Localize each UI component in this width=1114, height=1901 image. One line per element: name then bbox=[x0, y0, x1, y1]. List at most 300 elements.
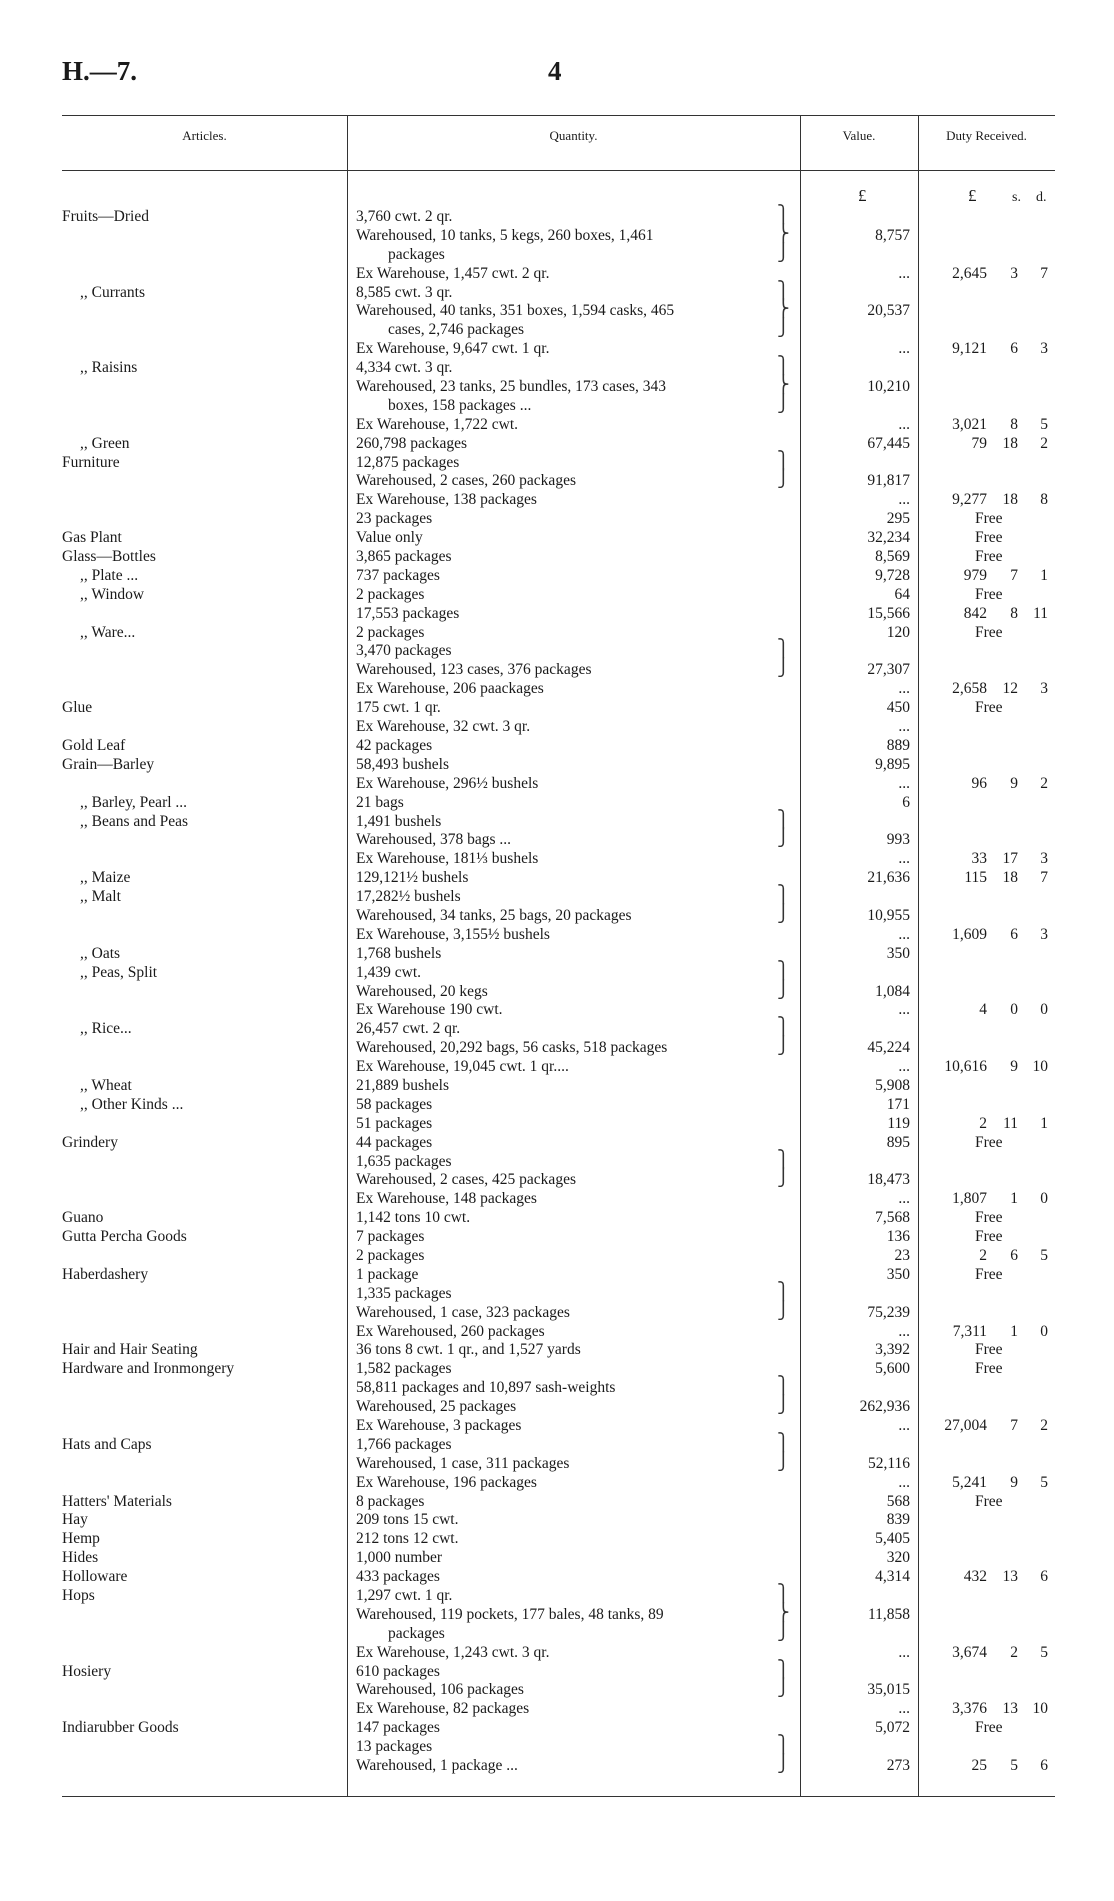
quantity-text: 58,493 bushels bbox=[356, 755, 449, 773]
brace-mark: ⎫ bbox=[777, 1584, 790, 1604]
table-row bbox=[0, 926, 1114, 945]
table-row bbox=[0, 223, 1114, 246]
duty-free: Free bbox=[975, 1719, 1003, 1737]
brace-mark: ⎭ bbox=[777, 1300, 790, 1320]
duty-shillings: 3 bbox=[1010, 264, 1018, 282]
value-amount: 6 bbox=[902, 793, 910, 811]
brace-mark: ⎭ bbox=[777, 828, 790, 848]
duty-pence: 3 bbox=[1040, 340, 1048, 358]
value-amount: ... bbox=[898, 1190, 910, 1208]
table-row bbox=[0, 885, 1114, 907]
value-amount: 75,239 bbox=[867, 1303, 910, 1321]
article-name: Hosiery bbox=[62, 1662, 112, 1680]
article-name: ,, Oats bbox=[80, 944, 121, 962]
article-name: ,, Other Kinds ... bbox=[80, 1095, 184, 1113]
table-row bbox=[0, 869, 1114, 888]
duty-pounds: 115 bbox=[964, 869, 987, 887]
value-amount: 10,955 bbox=[867, 906, 910, 924]
value-amount: 7,568 bbox=[875, 1209, 910, 1227]
value-amount: 20,537 bbox=[867, 302, 910, 320]
quantity-text: 4,334 cwt. 3 qr. bbox=[356, 359, 453, 377]
duty-pounds: 979 bbox=[963, 566, 987, 584]
table-row bbox=[0, 1700, 1114, 1719]
duty-pence: 0 bbox=[1040, 1001, 1048, 1019]
table-row bbox=[0, 1228, 1114, 1247]
duty-pounds: 1,609 bbox=[952, 925, 987, 943]
value-amount: 4,314 bbox=[875, 1568, 910, 1586]
table-row bbox=[0, 1451, 1114, 1474]
value-amount: 8,757 bbox=[875, 226, 910, 244]
duty-free: Free bbox=[975, 1492, 1003, 1510]
table-row bbox=[0, 1530, 1114, 1549]
quantity-text: 1,142 tons 10 cwt. bbox=[356, 1209, 471, 1227]
brace-mark: ⎬ bbox=[777, 375, 790, 395]
value-amount: 9,728 bbox=[875, 566, 910, 584]
quantity-text: 1,768 bushels bbox=[356, 944, 442, 962]
table-row bbox=[0, 416, 1114, 435]
duty-shillings: 2 bbox=[1010, 1643, 1018, 1661]
article-name: Furniture bbox=[62, 453, 120, 471]
pence-unit-label: d. bbox=[1036, 190, 1047, 205]
duty-pounds: 33 bbox=[971, 850, 987, 868]
table-row bbox=[0, 1678, 1114, 1700]
value-amount: 21,636 bbox=[867, 869, 910, 887]
table-row bbox=[0, 510, 1114, 529]
table-row bbox=[0, 393, 1114, 416]
duty-pounds: 5,241 bbox=[952, 1473, 987, 1491]
quantity-text: Ex Warehouse, 3,155½ bushels bbox=[356, 925, 550, 943]
table-row bbox=[0, 1266, 1114, 1285]
table-row bbox=[0, 435, 1114, 454]
duty-pence: 5 bbox=[1040, 415, 1048, 433]
duty-pence: 5 bbox=[1040, 1473, 1048, 1491]
table-row bbox=[0, 605, 1114, 624]
quantity-text: 610 packages bbox=[356, 1662, 440, 1680]
quantity-text: 260,798 packages bbox=[356, 434, 468, 452]
brace-mark: ⎭ bbox=[777, 393, 790, 413]
table-row bbox=[0, 1096, 1114, 1115]
value-amount: 295 bbox=[886, 510, 910, 528]
quantity-text: cases, 2,746 packages bbox=[388, 321, 525, 339]
table-row bbox=[0, 491, 1114, 510]
table-body bbox=[0, 205, 1114, 1776]
table-row bbox=[0, 1058, 1114, 1077]
table-row bbox=[0, 1735, 1114, 1757]
value-amount: 52,116 bbox=[867, 1454, 910, 1472]
value-amount: 839 bbox=[886, 1511, 910, 1529]
article-name: ,, Ware... bbox=[80, 623, 136, 641]
article-name: Hemp bbox=[62, 1530, 100, 1548]
duty-shillings: 18 bbox=[1002, 869, 1018, 887]
quantity-text: Ex Warehouse, 9,647 cwt. 1 qr. bbox=[356, 340, 550, 358]
value-amount: 15,566 bbox=[867, 604, 910, 622]
value-amount: ... bbox=[898, 1001, 910, 1019]
table-row bbox=[0, 1568, 1114, 1587]
table-row bbox=[0, 548, 1114, 567]
value-amount: ... bbox=[898, 850, 910, 868]
table-row bbox=[0, 1549, 1114, 1568]
duty-shillings: 1 bbox=[1010, 1322, 1018, 1340]
quantity-text: 21,889 bushels bbox=[356, 1076, 449, 1094]
brace-mark: ⎬ bbox=[777, 1602, 790, 1622]
value-amount: 35,015 bbox=[867, 1681, 910, 1699]
value-amount: 32,234 bbox=[867, 529, 910, 547]
table-row bbox=[0, 1001, 1114, 1020]
duty-pence: 7 bbox=[1040, 869, 1048, 887]
quantity-text: 58 packages bbox=[356, 1095, 433, 1113]
quantity-text: Warehoused, 20 kegs bbox=[356, 982, 488, 1000]
duty-shillings: 9 bbox=[1010, 1473, 1018, 1491]
value-amount: ... bbox=[898, 925, 910, 943]
quantity-text: Warehoused, 40 tanks, 351 boxes, 1,594 casks, 465 bbox=[356, 302, 675, 320]
quantity-text: 7 packages bbox=[356, 1228, 425, 1246]
brace-mark: ⎭ bbox=[777, 903, 790, 923]
value-amount: 136 bbox=[886, 1228, 910, 1246]
table-row bbox=[0, 794, 1114, 813]
column-header-quantity: Quantity. bbox=[549, 128, 598, 143]
article-name: ,, Peas, Split bbox=[80, 963, 158, 981]
value-amount: 171 bbox=[886, 1095, 910, 1113]
value-amount: ... bbox=[898, 264, 910, 282]
table-row bbox=[0, 1247, 1114, 1266]
quantity-text: Ex Warehouse, 19,045 cwt. 1 qr.... bbox=[356, 1058, 569, 1076]
article-name: Holloware bbox=[62, 1568, 128, 1586]
value-amount: 568 bbox=[886, 1492, 910, 1510]
duty-pence: 8 bbox=[1040, 491, 1048, 509]
duty-pence: 10 bbox=[1032, 1700, 1048, 1718]
duty-pence: 3 bbox=[1040, 680, 1048, 698]
table-row bbox=[0, 1511, 1114, 1530]
value-amount: 350 bbox=[886, 944, 910, 962]
quantity-text: 1,439 cwt. bbox=[356, 963, 422, 981]
page-id: H.—7. bbox=[62, 56, 138, 86]
value-amount: 10,210 bbox=[867, 378, 910, 396]
quantity-text: Ex Warehouse, 3 packages bbox=[356, 1417, 522, 1434]
duty-pence: 3 bbox=[1040, 925, 1048, 943]
table-row bbox=[0, 1115, 1114, 1134]
article-name: ,, Green bbox=[80, 434, 130, 452]
article-name: Fruits—Dried bbox=[62, 208, 149, 225]
quantity-text: 3,760 cwt. 2 qr. bbox=[356, 208, 453, 225]
shillings-unit-label: s. bbox=[1012, 190, 1021, 205]
table-row bbox=[0, 775, 1114, 794]
value-amount: 23 bbox=[894, 1246, 910, 1264]
duty-shillings: 13 bbox=[1002, 1700, 1018, 1718]
article-name: Hay bbox=[62, 1511, 88, 1529]
quantity-text: Ex Warehoused, 260 packages bbox=[356, 1322, 545, 1340]
article-name: Gutta Percha Goods bbox=[62, 1228, 187, 1246]
column-header-articles: Articles. bbox=[182, 128, 227, 143]
quantity-text: Ex Warehouse, 82 packages bbox=[356, 1700, 530, 1718]
brace-mark: ⎫ bbox=[777, 639, 790, 659]
table-row bbox=[0, 737, 1114, 756]
value-amount: 11,858 bbox=[867, 1605, 910, 1623]
value-amount: ... bbox=[898, 340, 910, 358]
quantity-text: 1,766 packages bbox=[356, 1435, 452, 1453]
duty-free: Free bbox=[975, 1341, 1003, 1359]
duty-shillings: 18 bbox=[1002, 491, 1018, 509]
duty-free: Free bbox=[975, 548, 1003, 566]
duty-free: Free bbox=[975, 529, 1003, 547]
value-amount: 273 bbox=[886, 1757, 910, 1775]
article-name: Gas Plant bbox=[62, 529, 122, 547]
value-amount: 120 bbox=[886, 623, 910, 641]
duty-pence: 2 bbox=[1040, 774, 1048, 792]
value-amount: ... bbox=[898, 1473, 910, 1491]
duty-pence: 0 bbox=[1040, 1322, 1048, 1340]
quantity-text: 26,457 cwt. 2 qr. bbox=[356, 1020, 461, 1038]
quantity-text: Ex Warehouse, 1,457 cwt. 2 qr. bbox=[356, 264, 550, 282]
quantity-text: Ex Warehouse, 196 packages bbox=[356, 1473, 537, 1491]
article-name: Hats and Caps bbox=[62, 1435, 152, 1453]
quantity-text: 17,282½ bushels bbox=[356, 888, 461, 906]
value-amount: ... bbox=[898, 491, 910, 509]
duty-pounds: 3,376 bbox=[952, 1700, 987, 1718]
duty-free: Free bbox=[975, 699, 1003, 717]
value-amount: 5,405 bbox=[875, 1530, 910, 1548]
table-row bbox=[0, 680, 1114, 699]
brace-mark: ⎫ bbox=[777, 809, 790, 829]
table-row bbox=[0, 586, 1114, 605]
value-amount: 993 bbox=[886, 831, 910, 849]
article-name: ,, Maize bbox=[80, 869, 131, 887]
table-row bbox=[0, 1300, 1114, 1323]
quantity-text: Ex Warehouse, 138 packages bbox=[356, 491, 537, 509]
brace-mark: ⎭ bbox=[777, 1168, 790, 1188]
article-name: ,, Rice... bbox=[80, 1020, 132, 1038]
article-name: Hatters' Materials bbox=[62, 1492, 172, 1510]
value-amount: ... bbox=[898, 1322, 910, 1340]
table-row bbox=[0, 756, 1114, 775]
brace-mark: ⎭ bbox=[777, 242, 790, 262]
duty-pounds: 2,658 bbox=[952, 680, 987, 698]
page-number: 4 bbox=[548, 56, 562, 86]
table-row bbox=[0, 1323, 1114, 1342]
article-name: Glue bbox=[62, 699, 93, 717]
value-amount: ... bbox=[898, 1643, 910, 1661]
table-row bbox=[0, 1376, 1114, 1398]
brace-mark: ⎬ bbox=[777, 299, 790, 319]
table-row bbox=[0, 1190, 1114, 1209]
duty-shillings: 6 bbox=[1010, 340, 1018, 358]
quantity-text: Ex Warehouse, 148 packages bbox=[356, 1190, 537, 1208]
quantity-text: 209 tons 15 cwt. bbox=[356, 1511, 459, 1529]
table-row bbox=[0, 1417, 1114, 1436]
quantity-text: Warehoused, 34 tanks, 25 bags, 20 packages bbox=[356, 906, 632, 924]
quantity-text: Ex Warehouse 190 cwt. bbox=[356, 1001, 503, 1019]
duty-free: Free bbox=[975, 1228, 1003, 1246]
value-amount: 5,600 bbox=[875, 1360, 910, 1378]
value-amount: 895 bbox=[886, 1133, 910, 1151]
duty-pence: 5 bbox=[1040, 1643, 1048, 1661]
value-amount: 91,817 bbox=[867, 472, 910, 490]
quantity-text: 1,635 packages bbox=[356, 1152, 452, 1170]
table-row bbox=[0, 828, 1114, 850]
table-bottom-rule bbox=[62, 1796, 1055, 1797]
article-name: Haberdashery bbox=[62, 1265, 149, 1283]
brace-mark: ⎭ bbox=[777, 1621, 790, 1641]
brace-mark: ⎭ bbox=[777, 1754, 790, 1774]
brace-mark: ⎭ bbox=[777, 318, 790, 338]
quantity-text: 737 packages bbox=[356, 566, 440, 584]
table-row bbox=[0, 1360, 1114, 1379]
table-row bbox=[0, 1341, 1114, 1360]
duty-pounds: 842 bbox=[963, 604, 987, 622]
duty-shillings: 13 bbox=[1002, 1568, 1018, 1586]
value-amount: 9,895 bbox=[875, 755, 910, 773]
quantity-text: 2 packages bbox=[356, 623, 425, 641]
quantity-text: Warehoused, 20,292 bags, 56 casks, 518 packages bbox=[356, 1039, 668, 1057]
article-name: Hides bbox=[62, 1549, 99, 1567]
article-name: Glass—Bottles bbox=[62, 548, 156, 566]
article-name: ,, Beans and Peas bbox=[80, 812, 189, 830]
brace-mark: ⎫ bbox=[777, 1735, 790, 1755]
duty-free: Free bbox=[975, 585, 1003, 603]
quantity-text: 175 cwt. 1 qr. bbox=[356, 699, 441, 717]
quantity-text: 12,875 packages bbox=[356, 453, 460, 471]
duty-pence: 5 bbox=[1040, 1246, 1048, 1264]
quantity-text: 1,297 cwt. 1 qr. bbox=[356, 1587, 453, 1605]
quantity-text: 1 package bbox=[356, 1265, 419, 1283]
value-unit-label: £ bbox=[858, 186, 867, 205]
quantity-text: 147 packages bbox=[356, 1719, 440, 1737]
brace-mark: ⎫ bbox=[777, 1376, 790, 1396]
duty-shillings: 18 bbox=[1002, 434, 1018, 452]
brace-mark: ⎫ bbox=[777, 1659, 790, 1679]
value-amount: 64 bbox=[894, 585, 910, 603]
duty-shillings: 6 bbox=[1010, 925, 1018, 943]
table-row bbox=[0, 960, 1114, 983]
value-amount: 8,569 bbox=[875, 548, 910, 566]
duty-free: Free bbox=[975, 1360, 1003, 1378]
duty-free: Free bbox=[975, 623, 1003, 641]
table-row bbox=[0, 265, 1114, 284]
table-row bbox=[0, 1719, 1114, 1738]
duty-pence: 1 bbox=[1040, 1114, 1048, 1132]
article-name: Guano bbox=[62, 1209, 104, 1227]
table-row bbox=[0, 529, 1114, 548]
article-name: ,, Barley, Pearl ... bbox=[80, 793, 188, 811]
duty-pence: 11 bbox=[1033, 604, 1048, 622]
table-row bbox=[0, 318, 1114, 340]
quantity-text: 51 packages bbox=[356, 1114, 433, 1132]
quantity-text: 1,491 bushels bbox=[356, 812, 442, 830]
quantity-text: 21 bags bbox=[356, 793, 404, 811]
table-row bbox=[0, 850, 1114, 869]
brace-mark: ⎫ bbox=[777, 1017, 790, 1037]
quantity-text: 13 packages bbox=[356, 1738, 433, 1756]
table-row bbox=[0, 1602, 1114, 1625]
value-amount: ... bbox=[898, 680, 910, 698]
table-row bbox=[0, 299, 1114, 321]
quantity-text: 58,811 packages and 10,897 sash-weights bbox=[356, 1379, 616, 1397]
quantity-text: Warehoused, 2 cases, 260 packages bbox=[356, 472, 576, 490]
table-row bbox=[0, 375, 1114, 397]
value-amount: ... bbox=[898, 415, 910, 433]
value-amount: 1,084 bbox=[875, 982, 910, 1000]
duty-pounds: 432 bbox=[963, 1568, 987, 1586]
brace-mark: ⎫ bbox=[777, 885, 790, 905]
quantity-text: Warehoused, 2 cases, 425 packages bbox=[356, 1171, 576, 1189]
duty-pounds: 7,311 bbox=[952, 1322, 987, 1340]
table-row bbox=[0, 1644, 1114, 1663]
quantity-text: 36 tons 8 cwt. 1 qr., and 1,527 yards bbox=[356, 1341, 581, 1359]
table-row bbox=[0, 567, 1114, 586]
quantity-text: packages bbox=[388, 1624, 445, 1642]
duty-pence: 2 bbox=[1040, 434, 1048, 452]
duty-pence: 0 bbox=[1040, 1190, 1048, 1208]
quantity-text: 8 packages bbox=[356, 1492, 425, 1510]
duty-shillings: 5 bbox=[1010, 1757, 1018, 1775]
value-amount: ... bbox=[898, 1700, 910, 1718]
article-name: Grindery bbox=[62, 1133, 118, 1151]
brace-mark: ⎭ bbox=[777, 1036, 790, 1056]
value-amount: 18,473 bbox=[867, 1171, 910, 1189]
quantity-text: Warehoused, 123 cases, 376 packages bbox=[356, 661, 592, 679]
duty-shillings: 6 bbox=[1010, 1246, 1018, 1264]
quantity-text: Warehoused, 378 bags ... bbox=[356, 831, 512, 849]
quantity-text: 3,865 packages bbox=[356, 548, 452, 566]
value-amount: 119 bbox=[887, 1114, 910, 1132]
quantity-text: 1,335 packages bbox=[356, 1284, 452, 1302]
brace-mark: ⎫ bbox=[777, 960, 790, 980]
duty-shillings: 12 bbox=[1002, 680, 1018, 698]
quantity-text: Warehoused, 1 case, 323 packages bbox=[356, 1303, 570, 1321]
table-row bbox=[0, 1281, 1114, 1304]
table-row bbox=[0, 979, 1114, 1002]
quantity-text: Ex Warehouse, 181⅓ bushels bbox=[356, 850, 539, 868]
header-rule bbox=[62, 170, 1055, 171]
quantity-text: Warehoused, 25 packages bbox=[356, 1398, 517, 1416]
brace-mark: ⎭ bbox=[777, 1451, 790, 1471]
duty-pounds: 1,807 bbox=[952, 1190, 987, 1208]
value-amount: 27,307 bbox=[867, 661, 910, 679]
quantity-text: Ex Warehouse, 1,722 cwt. bbox=[356, 415, 519, 433]
quantity-text: Value only bbox=[356, 529, 423, 547]
duty-free: Free bbox=[975, 510, 1003, 528]
table-row bbox=[0, 1017, 1114, 1039]
table-row bbox=[0, 1584, 1114, 1606]
duty-free: Free bbox=[975, 1209, 1003, 1227]
brace-mark: ⎫ bbox=[777, 1281, 790, 1301]
quantity-text: 44 packages bbox=[356, 1133, 433, 1151]
article-name: ,, Raisins bbox=[80, 359, 138, 377]
duty-pence: 6 bbox=[1040, 1568, 1048, 1586]
table-row bbox=[0, 242, 1114, 265]
duty-shillings: 1 bbox=[1010, 1190, 1018, 1208]
quantity-text: 2 packages bbox=[356, 585, 425, 603]
duty-pounds: 27,004 bbox=[944, 1417, 987, 1434]
table-row bbox=[0, 1493, 1114, 1512]
duty-pounds: 9,121 bbox=[952, 340, 987, 358]
column-header-value: Value. bbox=[842, 128, 876, 143]
value-amount: ... bbox=[898, 1417, 910, 1434]
value-amount: 450 bbox=[886, 699, 910, 717]
column-header-duty: Duty Received. bbox=[946, 128, 1027, 143]
article-name: ,, Wheat bbox=[80, 1076, 132, 1094]
quantity-text: Ex Warehouse, 32 cwt. 3 qr. bbox=[356, 718, 531, 736]
brace-mark: ⎬ bbox=[777, 223, 790, 243]
brace-mark: ⎭ bbox=[777, 658, 790, 678]
quantity-text: 42 packages bbox=[356, 736, 433, 754]
quantity-text: 8,585 cwt. 3 qr. bbox=[356, 283, 453, 301]
quantity-text: 3,470 packages bbox=[356, 642, 452, 660]
duty-shillings: 11 bbox=[1003, 1114, 1018, 1132]
table-row bbox=[0, 1395, 1114, 1417]
article-name: Grain—Barley bbox=[62, 755, 155, 773]
table-row bbox=[0, 1134, 1114, 1153]
duty-pounds: 4 bbox=[979, 1001, 987, 1019]
